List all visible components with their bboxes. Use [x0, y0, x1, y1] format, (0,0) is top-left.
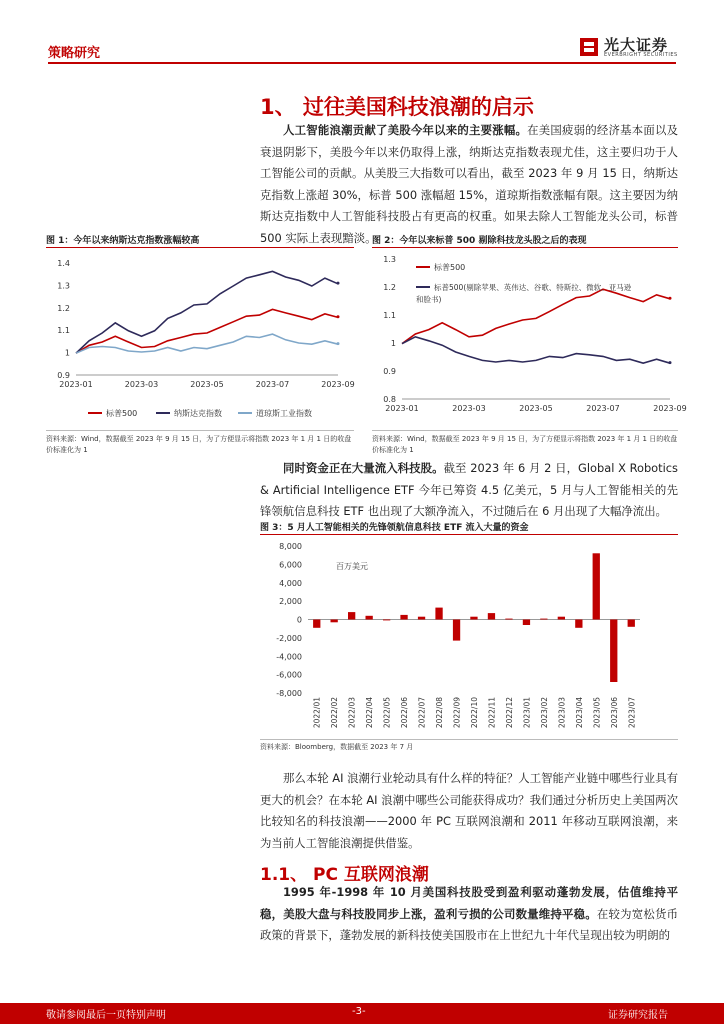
- x-tick-label: 2023/04: [574, 697, 584, 729]
- y-tick-label: -8,000: [276, 689, 302, 698]
- fig3-title: 图 3：5 月人工智能相关的先锋领航信息科技 ETF 流入大量的资金: [260, 523, 529, 533]
- paragraph-2-text: 截至 2023 年 6 月 2 日，Global X Robotics & Artificial Intelligence ETF 今年已筹资 4.5 亿美元，5 月与人工智能相关的先锋领航信息科技 ETF 也出现了大额净流入，不过随后在 6 月出现了大幅净流出。: [260, 461, 678, 518]
- series-end-point: [337, 342, 340, 345]
- y-tick-label: 8,000: [279, 542, 302, 551]
- series-line: [402, 289, 670, 343]
- bar: [383, 620, 390, 621]
- bar: [435, 608, 442, 620]
- bar: [470, 617, 477, 620]
- y-tick-label: 1.3: [383, 255, 396, 264]
- everbright-logo-icon: [578, 36, 600, 58]
- x-tick-label: 2023-09: [321, 380, 355, 389]
- paragraph-2-bold: 同时资金正在大量流入科技股。: [283, 461, 444, 475]
- fig2-chart: [372, 251, 687, 429]
- y-tick-label: 1: [64, 348, 70, 358]
- y-tick-label: -2,000: [276, 633, 302, 643]
- fig2-title-rule: [372, 247, 678, 248]
- series-end-point: [337, 315, 340, 318]
- x-tick-label: 2023-09: [653, 404, 687, 413]
- x-tick-label: 2022/10: [470, 697, 479, 729]
- x-tick-label: 2023/05: [592, 697, 602, 729]
- paragraph-4-text: 在较为宽松货币政策的背景下，蓬勃发展的新科技使美国股市在上世纪九十年代呈现出较为明朗的: [260, 906, 678, 942]
- x-tick-label: 2023-01: [59, 380, 93, 389]
- x-tick-label: 2022/12: [504, 697, 514, 729]
- bar: [418, 617, 425, 620]
- x-tick-label: 2022/06: [400, 697, 410, 729]
- heading-2: 1.1、 PC 互联网浪潮: [260, 865, 429, 885]
- y-tick-label: -4,000: [276, 652, 302, 662]
- heading-1: 1、 过往美国科技浪潮的启示: [260, 95, 534, 119]
- paragraph-1: [260, 120, 678, 249]
- x-tick-label: 2022/03: [347, 697, 357, 729]
- legend-label: 标普500: [106, 409, 138, 418]
- y-tick-label: 0.9: [383, 367, 396, 376]
- fig1-bottom-rule: [46, 430, 354, 431]
- footer-disclaimer: 敬请参阅最后一页特别声明: [46, 1010, 166, 1021]
- y-tick-label: 1.1: [57, 326, 70, 336]
- y-tick-label: 0: [296, 615, 302, 625]
- y-tick-label: 1.4: [57, 259, 70, 268]
- bar: [366, 616, 373, 620]
- bar: [575, 620, 582, 628]
- series-end-point: [669, 361, 672, 364]
- fig1-source: 资料来源：Wind，数据截至 2023 年 9 月 15 日，为了方便显示将指数 2023 年 1 月 1 日的收盘价标准化为 1: [46, 435, 352, 454]
- bar: [488, 613, 495, 619]
- fig3-title-rule: [260, 534, 678, 535]
- x-tick-label: 2022/08: [435, 697, 445, 729]
- x-tick-label: 2022/07: [417, 697, 427, 729]
- x-tick-label: 2023-07: [586, 404, 620, 413]
- header-divider: [48, 62, 676, 64]
- logo-text-en: EVERBRIGHT SECURITIES: [604, 52, 678, 58]
- bar: [348, 612, 355, 619]
- x-tick-label: 2023/07: [627, 697, 637, 729]
- y-tick-label: 1.1: [383, 311, 396, 320]
- bar: [331, 620, 338, 623]
- paragraph-2: [260, 458, 678, 523]
- y-tick-label: 1.2: [383, 283, 396, 292]
- fig2-bottom-rule: [372, 430, 678, 431]
- footer-report-type: 证券研究报告: [608, 1010, 668, 1021]
- paragraph-4-bold: 1995 年-1998 年 10 月美国科技股受到盈利驱动蓬勃发展，估值维持平稳，美股大盘与科技股同步上涨，盈利亏损的公司数量维持平稳。: [260, 885, 678, 921]
- legend-label: 纳斯达克指数: [174, 409, 222, 418]
- x-tick-label: 2022/01: [312, 697, 322, 729]
- fig3-bottom-rule: [260, 739, 678, 740]
- fig2-source: 资料来源：Wind，数据截至 2023 年 9 月 15 日，为了方便显示将指数 2023 年 1 月 1 日的收盘价标准化为 1: [372, 435, 678, 454]
- x-tick-label: 2023-03: [452, 404, 486, 413]
- bar: [400, 615, 407, 620]
- x-tick-label: 2023/02: [539, 697, 549, 729]
- x-tick-label: 2022/11: [487, 697, 497, 729]
- bar: [540, 619, 547, 620]
- x-tick-label: 2023/03: [557, 697, 567, 729]
- y-tick-label: 6,000: [279, 560, 302, 570]
- fig3-chart: [260, 536, 678, 738]
- fig1-title: 图 1：今年以来纳斯达克指数涨幅较高: [46, 236, 200, 246]
- series-end-point: [337, 282, 340, 285]
- x-tick-label: 2022/09: [452, 697, 462, 729]
- fig1-title-rule: [46, 247, 354, 248]
- paragraph-1-text: 在美国疲弱的经济基本面以及衰退阴影下，美股今年以来仍取得上涨，纳斯达克指数表现尤佳，这主要归功于人工智能公司的贡献。从美股三大指数可以看出，截至 2023 年 9 月 15 日，纳斯达克指数上涨超 30%，标普 500 涨幅超 15%，道琼斯指数涨幅有限。这主要因为纳斯达克指数中人工智能科技股占有更高的权重。如果去除人工智能龙头公司，标普 500 实际上表现黯淡。: [260, 123, 678, 245]
- x-tick-label: 2022/05: [382, 697, 392, 729]
- bar: [593, 553, 600, 619]
- y-tick-label: 2,000: [279, 597, 302, 607]
- y-tick-label: 1.2: [57, 303, 70, 313]
- y-tick-label: 1.3: [57, 281, 70, 291]
- y-tick-label: -6,000: [276, 670, 302, 680]
- x-tick-label: 2023/06: [609, 697, 619, 729]
- bar: [558, 617, 565, 620]
- legend-label: 道琼斯工业指数: [256, 409, 312, 418]
- paragraph-3: 那么本轮 AI 浪潮行业轮动具有什么样的特征？人工智能产业链中哪些行业具有更大的机会？在本轮 AI 浪潮中哪些公司能获得成功？我们通过分析历史上美国两次比较知名的科技浪潮——2000 年 PC 互联网浪潮和 2011 年移动互联网浪潮，来为当前人工智能浪潮提供借鉴。: [260, 771, 678, 850]
- x-tick-label: 2023-01: [385, 404, 419, 413]
- x-tick-label: 2023-05: [190, 380, 224, 389]
- paragraph-1-bold: 人工智能浪潮贡献了美股今年以来的主要涨幅。: [283, 123, 528, 137]
- x-tick-label: 2023/01: [522, 697, 532, 729]
- x-tick-label: 2023-07: [255, 380, 290, 389]
- legend-label: 标普500(剔除苹果、英伟达、谷歌、特斯拉、微软、亚马逊: [434, 283, 632, 292]
- series-line: [402, 337, 670, 363]
- bar: [628, 620, 635, 627]
- bar: [313, 620, 320, 628]
- page-number: -3-: [352, 1006, 366, 1017]
- fig2-title: 图 2：今年以来标普 500 剔除科技龙头股之后的表现: [372, 236, 587, 246]
- y-tick-label: 0.8: [383, 395, 396, 404]
- bar: [523, 620, 530, 626]
- y-tick-label: 4,000: [279, 578, 302, 588]
- unit-label: 百万美元: [336, 562, 368, 571]
- x-tick-label: 2022/04: [365, 697, 375, 729]
- x-tick-label: 2023-03: [124, 380, 159, 389]
- bar: [453, 620, 460, 641]
- logo-text-cn: 光大证券: [604, 36, 669, 54]
- x-tick-label: 2023-05: [519, 404, 553, 413]
- x-tick-label: 2022/02: [330, 697, 340, 729]
- y-tick-label: 1: [390, 339, 396, 348]
- legend-label-continued: 和脸书): [416, 295, 442, 304]
- bar: [610, 620, 617, 683]
- paragraph-4: [260, 882, 678, 947]
- bar: [505, 619, 512, 620]
- fig1-chart: [46, 251, 354, 429]
- y-tick-label: 0.9: [57, 371, 70, 380]
- legend-label: 标普500: [434, 263, 466, 272]
- fig3-source: 资料来源：Bloomberg，数据截至 2023 年 7 月: [260, 743, 414, 751]
- series-line: [76, 309, 338, 353]
- series-line: [76, 271, 338, 353]
- logo: [578, 34, 678, 60]
- section-tag: 策略研究: [48, 46, 101, 61]
- series-end-point: [669, 297, 672, 300]
